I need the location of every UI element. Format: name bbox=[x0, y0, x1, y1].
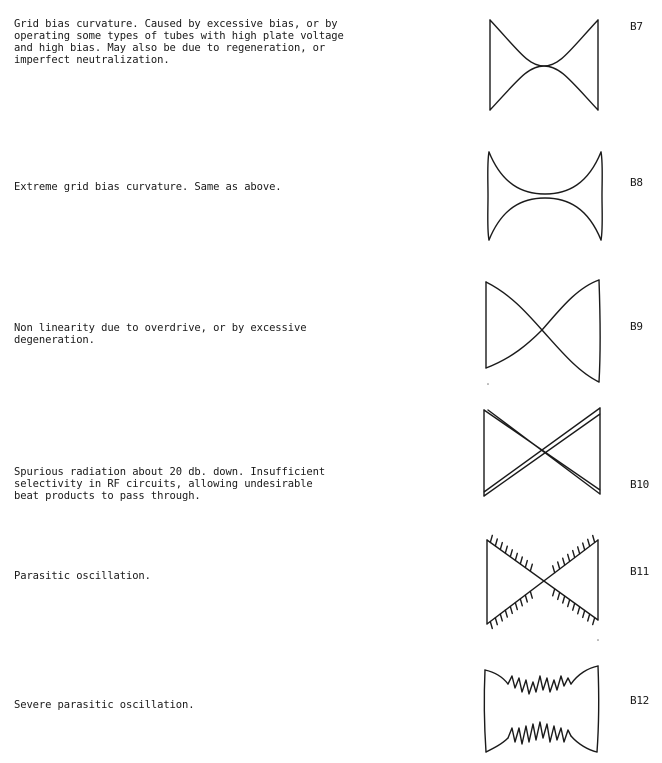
trapezoid-pattern-b10 bbox=[482, 406, 602, 498]
description-b12: Severe parasitic oscillation. bbox=[14, 699, 195, 711]
description-b7: Grid bias curvature. Caused by excessive bias, or by operating some types of tubes with high plate voltage and high bias. May also be due to regeneration, or imperfect neutralization. bbox=[14, 18, 344, 66]
trapezoid-pattern-b8 bbox=[486, 150, 604, 242]
figure-label-b12: B12 bbox=[630, 694, 649, 707]
trapezoid-pattern-b7 bbox=[488, 18, 600, 112]
description-b8: Extreme grid bias curvature. Same as above. bbox=[14, 181, 282, 193]
figure-label-b9: B9 bbox=[630, 320, 643, 333]
figure-label-b7: B7 bbox=[630, 20, 643, 33]
trapezoid-pattern-b11 bbox=[484, 536, 602, 642]
trapezoid-pattern-b9 bbox=[484, 278, 602, 388]
description-b10: Spurious radiation about 20 db. down. Insufficient selectivity in RF circuits, allowing undesirable beat products to pass through. bbox=[14, 466, 326, 502]
trapezoid-pattern-b12 bbox=[482, 662, 602, 758]
figure-label-b11: B11 bbox=[630, 565, 649, 578]
description-b9: Non linearity due to overdrive, or by excessive degeneration. bbox=[14, 322, 307, 346]
figure-label-b8: B8 bbox=[630, 176, 643, 189]
figure-label-b10: B10 bbox=[630, 478, 649, 491]
description-b11: Parasitic oscillation. bbox=[14, 570, 151, 582]
